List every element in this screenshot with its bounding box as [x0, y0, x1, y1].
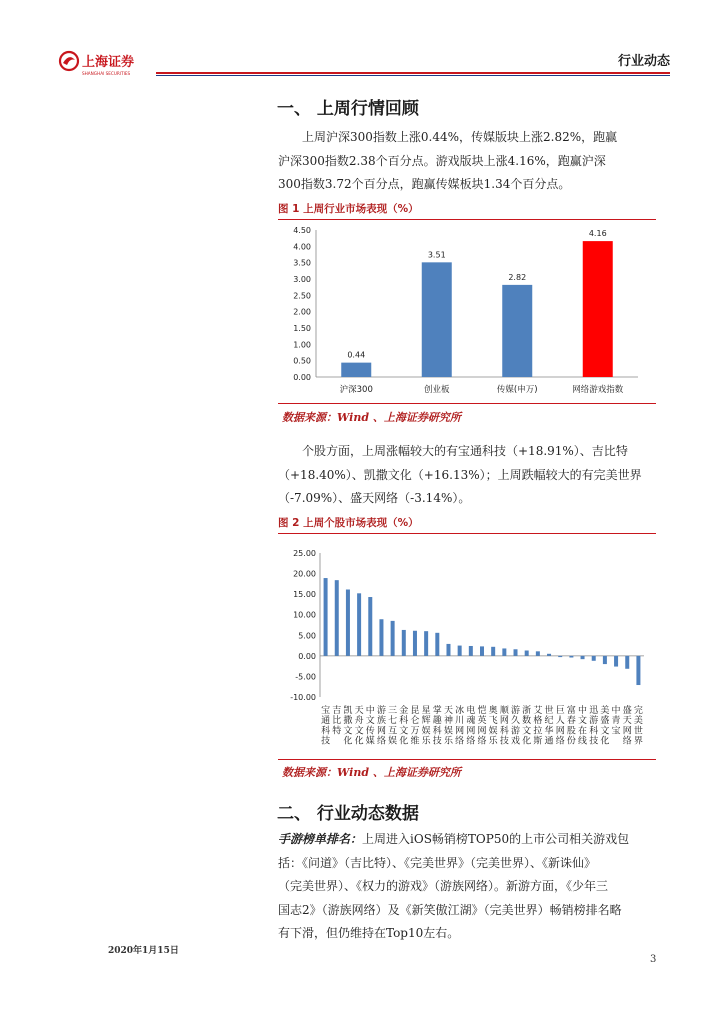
x-tick-label: 吉比特	[332, 706, 342, 737]
figure-2-caption: 图 2 上周个股市场表现（%）	[278, 517, 419, 529]
figure-2-bar-chart	[278, 540, 656, 755]
paragraph-line: 有下滑，但仍维持在Top10左右。	[278, 926, 460, 940]
x-tick-label: 世纪华通	[544, 706, 554, 747]
report-type: 行业动态	[617, 54, 670, 69]
x-tick-label: 浙数文化	[522, 706, 532, 747]
figure-2-top-rule	[278, 533, 656, 534]
bar	[569, 656, 573, 658]
y-tick-label: 3.50	[293, 258, 311, 268]
figure-1-caption: 图 1 上周行业市场表现（%）	[278, 203, 419, 215]
bar	[603, 656, 607, 664]
x-tick-label: 恺英网络	[477, 706, 487, 747]
x-tick-label: 三七互娱	[388, 706, 398, 747]
bar	[558, 656, 562, 657]
x-tick-label: 游族网络	[376, 706, 386, 747]
figure-1-bar-chart	[278, 222, 656, 400]
x-tick-label: 传媒(申万)	[496, 385, 538, 395]
y-tick-label: 2.00	[293, 307, 311, 317]
x-tick-label: 掌趣科技	[432, 706, 442, 747]
x-tick-label: 电魂网络	[466, 706, 476, 747]
bar	[502, 648, 506, 655]
y-tick-label: 5.00	[298, 631, 316, 641]
paragraph-line-text: 上周进入iOS畅销榜TOP50的上市公司相关游戏包	[362, 832, 630, 846]
y-tick-label: 10.00	[293, 610, 316, 620]
x-tick-label: 沪深300	[339, 385, 373, 395]
y-tick-label: -5.00	[295, 672, 316, 682]
paragraph-line: 上周沪深300指数上涨0.44%，传媒版块上涨2.82%，跑赢	[302, 130, 618, 144]
bar	[446, 644, 450, 656]
figure-1-bottom-rule	[278, 403, 656, 404]
brand-name-en: SHANGHAI SECURITIES	[82, 71, 131, 76]
bar	[625, 656, 629, 669]
x-tick-label: 创业板	[423, 385, 450, 395]
bar	[379, 619, 383, 656]
bar	[413, 631, 417, 656]
x-tick-label: 天舟文化	[354, 706, 364, 747]
bar	[324, 578, 328, 656]
bar	[583, 241, 613, 377]
y-tick-label: 0.50	[293, 356, 311, 366]
bar	[346, 589, 350, 655]
y-tick-label: 20.00	[293, 569, 316, 579]
x-tick-label: 中文传媒	[365, 706, 375, 747]
y-tick-label: -10.00	[290, 693, 316, 702]
x-tick-label: 盛天网络	[622, 706, 632, 747]
x-tick-label: 网络游戏指数	[572, 385, 624, 395]
x-tick-label: 美盛文化	[600, 706, 610, 747]
section-2-title: 二、 行业动态数据	[277, 804, 419, 824]
y-tick-label: 4.00	[293, 242, 311, 252]
x-tick-label: 宝通科技	[321, 706, 331, 747]
x-tick-label: 天神娱乐	[443, 706, 453, 747]
header-rule-secondary	[156, 75, 670, 76]
paragraph-line: （+18.40%）、凯撒文化（+16.13%）；上周跌幅较大的有完美世界	[278, 467, 642, 482]
figure-2-source: 数据来源：Wind 、上海证券研究所	[282, 766, 461, 779]
y-tick-label: 25.00	[293, 549, 316, 558]
bar	[458, 646, 462, 656]
y-tick-label: 3.00	[293, 275, 311, 284]
section-1-paragraph	[278, 126, 656, 197]
y-tick-label: 4.50	[293, 226, 311, 235]
x-tick-label: 游久游戏	[511, 706, 521, 747]
bar	[592, 656, 596, 661]
paragraph-line: 括：《问道》（吉比特）、《完美世界》（完美世界）、《新诛仙》	[278, 855, 597, 870]
y-tick-label: 0.00	[293, 373, 311, 382]
y-tick-label: 15.00	[293, 590, 316, 600]
x-tick-label: 凯撒文化	[343, 706, 353, 747]
y-tick-label: 0.00	[298, 651, 316, 661]
x-tick-label: 顺网科技	[499, 706, 509, 747]
stocks-paragraph	[278, 440, 656, 511]
section-1-title: 一、 上周行情回顾	[277, 99, 419, 119]
paragraph-line: 300指数3.72个百分点，跑赢传媒板块1.34个百分点。	[278, 177, 571, 191]
paragraph-line	[278, 828, 656, 852]
paragraph-line: 国志2》（游族网络）及《新笑傲江湖》（完美世界）畅销榜排名略	[278, 902, 622, 917]
bar	[391, 621, 395, 656]
x-tick-label: 富春股份	[566, 706, 576, 747]
bar	[424, 631, 428, 656]
bar	[402, 630, 406, 656]
bar	[536, 651, 540, 656]
data-label: 2.82	[508, 272, 527, 282]
paragraph-line: 沪深300指数2.38个百分点。游戏版块上涨4.16%，跑赢沪深	[278, 153, 606, 168]
x-tick-label: 中文在线	[578, 706, 588, 747]
bar	[335, 580, 339, 656]
figure-1-source: 数据来源：Wind 、上海证券研究所	[282, 411, 461, 424]
bar	[581, 656, 585, 659]
footer-date: 2020年1月15日	[108, 946, 179, 956]
paragraph-line: （-7.09%）、盛天网络（-3.14%）。	[278, 491, 471, 505]
bar	[357, 593, 361, 656]
data-label: 0.44	[347, 350, 366, 360]
bar	[614, 656, 618, 667]
bar	[480, 646, 484, 655]
section-2-paragraph	[278, 828, 656, 946]
figure-1-top-rule	[278, 219, 656, 220]
bar	[368, 597, 372, 656]
bar	[636, 656, 640, 685]
paragraph-lead: 手游榜单排名：	[278, 832, 363, 846]
bar	[341, 363, 371, 377]
bar	[547, 654, 551, 656]
x-tick-label: 迅游科技	[589, 706, 599, 747]
bar	[502, 285, 532, 377]
y-tick-label: 2.50	[293, 291, 311, 301]
data-label: 3.51	[427, 250, 446, 260]
brand-logo	[58, 48, 168, 78]
bar	[435, 633, 439, 656]
page-number: 3	[650, 954, 657, 965]
brand-name: 上海证券	[82, 55, 135, 70]
x-tick-label: 冰川网络	[455, 706, 465, 747]
x-tick-label: 艾格拉斯	[533, 706, 543, 747]
y-tick-label: 1.00	[293, 340, 311, 350]
bar	[514, 649, 518, 656]
bar	[469, 646, 473, 656]
bar	[525, 651, 529, 656]
x-tick-label: 昆仑万维	[410, 706, 420, 747]
x-tick-label: 星辉娱乐	[421, 706, 431, 747]
x-tick-label: 奥飞娱乐	[488, 706, 498, 747]
page-header	[58, 42, 670, 74]
figure-2-bottom-rule	[278, 759, 656, 760]
bar	[491, 647, 495, 656]
header-rule	[156, 72, 670, 74]
data-label: 4.16	[588, 229, 607, 239]
paragraph-line: 个股方面，上周涨幅较大的有宝通科技（+18.91%）、吉比特	[302, 444, 628, 458]
y-tick-label: 1.50	[293, 324, 311, 333]
bar	[422, 262, 452, 377]
paragraph-line: （完美世界）、《权力的游戏》（游族网络）。新游方面，《少年三	[278, 879, 609, 893]
x-tick-label: 中青宝	[611, 706, 621, 737]
x-tick-label: 巨人网络	[555, 706, 565, 747]
x-tick-label: 金科文化	[399, 706, 409, 747]
x-tick-label: 完美世界	[633, 706, 643, 747]
